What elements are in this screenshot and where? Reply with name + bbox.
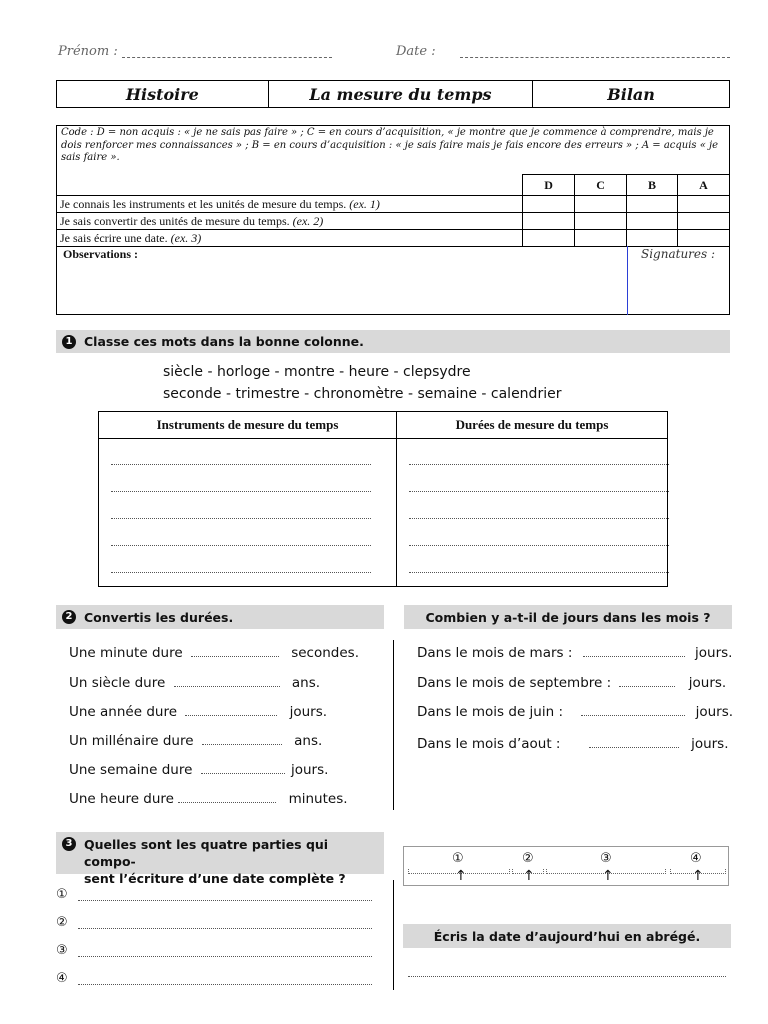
col-durees-header: Durées de mesure du temps: [397, 412, 667, 439]
month-row: [417, 675, 726, 691]
date-part-row: [56, 915, 68, 930]
date-part-marker: ③: [600, 851, 612, 866]
month-unit: jours.: [691, 736, 729, 752]
arrow-up-icon: ↑: [523, 868, 535, 884]
conversion-unit: minutes.: [288, 791, 348, 807]
conversion-unit: ans.: [291, 675, 321, 691]
skill-label: Je sais écrire une date. (ex. 3): [56, 230, 523, 247]
conversion-row: [69, 762, 328, 778]
col-a: A: [677, 175, 729, 196]
date-part-answer[interactable]: [78, 900, 372, 901]
month-unit: jours.: [695, 645, 733, 661]
date-part-row: [56, 887, 68, 902]
conversion-answer[interactable]: [178, 792, 276, 803]
month-label: Dans le mois de juin :: [417, 704, 564, 720]
answer-line[interactable]: [409, 464, 669, 465]
conversion-unit: ans.: [294, 733, 323, 749]
date-input[interactable]: [460, 57, 730, 58]
conversion-unit: jours.: [289, 704, 328, 720]
month-label: Dans le mois de mars :: [417, 645, 573, 661]
skill-row: [56, 196, 730, 213]
assessment-box: [56, 125, 730, 315]
words-line-1: siècle - horloge - montre - heure - clepsydre: [163, 364, 471, 380]
skill-row: [56, 230, 730, 247]
title-row: [56, 80, 730, 108]
date-label: Date :: [396, 44, 436, 59]
grade-cell[interactable]: [523, 230, 575, 247]
conversion-label: Un millénaire dure: [69, 733, 194, 749]
kind-title: Bilan: [607, 84, 655, 104]
conversion-row: [69, 733, 322, 749]
grade-cell[interactable]: [677, 230, 729, 247]
exercise2-title: Convertis les durées.: [84, 609, 234, 625]
skill-label: Je sais convertir des unités de mesure du temps. (ex. 2): [56, 213, 523, 230]
exercise3-bar: [56, 832, 384, 886]
date-structure-diagram: [403, 846, 729, 886]
conversion-answer[interactable]: [202, 734, 282, 745]
month-row: [417, 704, 733, 720]
conversion-row: [69, 675, 320, 691]
grade-cell[interactable]: [677, 196, 729, 213]
exercise-number-badge: 2: [62, 610, 76, 624]
words-line-2: seconde - trimestre - chronomètre - semaine - calendrier: [163, 386, 562, 402]
month-row: [417, 736, 729, 752]
conversion-answer[interactable]: [191, 646, 279, 657]
arrow-up-icon: ↑: [602, 868, 614, 884]
date-part-answer[interactable]: [78, 984, 372, 985]
answer-line[interactable]: [111, 464, 371, 465]
today-bar: [403, 924, 731, 948]
conversion-label: Un siècle dure: [69, 675, 166, 691]
arrow-up-icon: ↑: [692, 868, 704, 884]
column-separator: [393, 880, 394, 990]
arrow-up-icon: ↑: [455, 868, 467, 884]
subject-title: Histoire: [57, 81, 269, 107]
grade-cell[interactable]: [523, 196, 575, 213]
conversion-row: [69, 704, 327, 720]
exercise-number-badge: 3: [62, 837, 76, 851]
conversion-label: Une semaine dure: [69, 762, 193, 778]
date-part-marker: ②: [522, 851, 534, 866]
signatures-label: Signatures :: [641, 247, 716, 261]
classify-table: [98, 411, 668, 587]
topic-title: La mesure du temps: [269, 81, 533, 107]
date-part-answer[interactable]: [78, 928, 372, 929]
month-answer[interactable]: [589, 737, 679, 748]
grade-cell[interactable]: [523, 213, 575, 230]
months-bar: [404, 605, 732, 629]
grade-cell[interactable]: [627, 230, 678, 247]
date-part-number: ①: [56, 887, 68, 902]
column-separator: [393, 640, 394, 810]
month-unit: jours.: [688, 675, 727, 691]
skill-row: [56, 213, 730, 230]
date-part-number: ③: [56, 943, 68, 958]
answer-line[interactable]: [111, 518, 371, 519]
answer-line[interactable]: [409, 572, 669, 573]
exercise2-bar: [56, 605, 384, 629]
month-answer[interactable]: [581, 705, 685, 716]
months-title: Combien y a-t-il de jours dans les mois ?: [425, 609, 711, 625]
month-row: [417, 645, 732, 661]
col-instruments-header: Instruments de mesure du temps: [99, 412, 396, 439]
exercise3-title-line2: sent l’écriture d’une date complète ?: [83, 871, 346, 886]
conversion-answer[interactable]: [174, 676, 280, 687]
answer-line[interactable]: [409, 491, 669, 492]
date-part-marker: ④: [690, 851, 702, 866]
date-part-row: [56, 971, 68, 986]
grade-cell[interactable]: [575, 230, 627, 247]
date-part-number: ④: [56, 971, 68, 986]
skills-header-row: [56, 175, 730, 196]
month-label: Dans le mois d’aout :: [417, 736, 561, 752]
assessment-code: Code : D = non acquis : « je ne sais pas faire » ; C = en cours d’acquisition, « je montre que je commence à comprendre, mais je dois renforcer mes connaissances » ; B = en cours d’acquisition : « je sais faire mais je fais encore des erreurs » ; A = acquis « je sais faire ».: [61, 127, 719, 163]
conversion-unit: jours.: [290, 762, 329, 778]
answer-line[interactable]: [111, 545, 371, 546]
grade-cell[interactable]: [627, 196, 678, 213]
signature-divider: [627, 246, 628, 315]
date-part-marker: ①: [452, 851, 464, 866]
month-unit: jours.: [695, 704, 734, 720]
exercise3-title-line1: Quelles sont les quatre parties qui compo-: [83, 837, 329, 869]
grade-cell[interactable]: [575, 213, 627, 230]
date-part-row: [56, 943, 68, 958]
col-b: B: [627, 175, 678, 196]
exercise1-bar: [56, 330, 730, 353]
conversion-row: [69, 791, 348, 807]
conversion-label: Une minute dure: [69, 645, 183, 661]
month-label: Dans le mois de septembre :: [417, 675, 612, 691]
date-part-answer[interactable]: [78, 956, 372, 957]
prenom-input[interactable]: [122, 57, 332, 58]
conversion-label: Une année dure: [69, 704, 178, 720]
today-title: Écris la date d’aujourd’hui en abrégé.: [433, 928, 701, 944]
grade-cell[interactable]: [677, 213, 729, 230]
exercise1-title: Classe ces mots dans la bonne colonne.: [84, 334, 364, 349]
conversion-row: [69, 645, 359, 661]
conversion-unit: secondes.: [291, 645, 359, 661]
grade-cell[interactable]: [627, 213, 678, 230]
month-answer[interactable]: [583, 646, 685, 657]
col-c: C: [575, 175, 627, 196]
conversion-label: Une heure dure: [69, 791, 174, 807]
col-d: D: [523, 175, 575, 196]
conversion-answer[interactable]: [201, 763, 285, 774]
month-answer[interactable]: [619, 676, 675, 687]
grade-cell[interactable]: [575, 196, 627, 213]
exercise-number-badge: 1: [62, 335, 76, 349]
answer-line[interactable]: [111, 491, 371, 492]
answer-line[interactable]: [409, 518, 669, 519]
answer-line[interactable]: [409, 545, 669, 546]
column-divider: [396, 412, 397, 586]
skills-table: [56, 174, 730, 247]
conversion-answer[interactable]: [185, 705, 277, 716]
observations-label: Observations :: [63, 247, 138, 261]
today-answer[interactable]: [408, 976, 726, 977]
date-part-number: ②: [56, 915, 68, 930]
prenom-label: Prénom :: [58, 44, 118, 59]
skill-label: Je connais les instruments et les unités de mesure du temps. (ex. 1): [56, 196, 523, 213]
answer-line[interactable]: [111, 572, 371, 573]
